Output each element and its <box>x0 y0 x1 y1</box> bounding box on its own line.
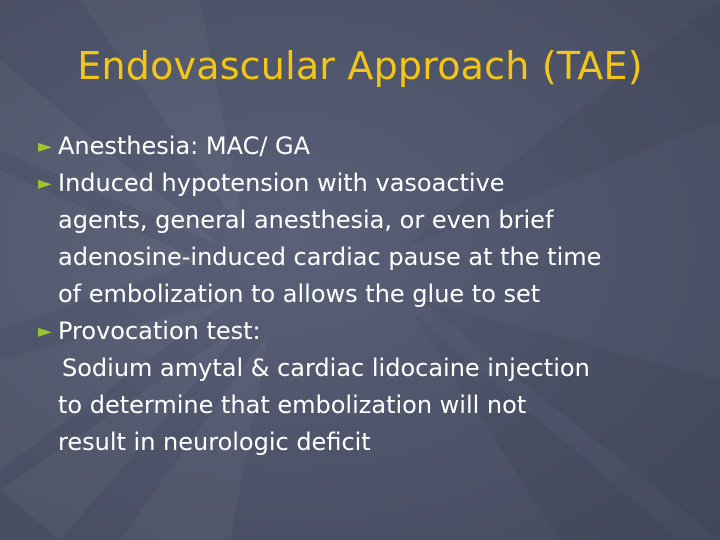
bullet-continuation: agents, general anesthesia, or even brief <box>58 206 554 234</box>
slide-title: Endovascular Approach (TAE) <box>77 44 643 88</box>
bullet-arrow-icon: ► <box>38 136 52 157</box>
sub-paragraph-line: Sodium amytal & cardiac lidocaine injection <box>62 354 590 382</box>
sub-paragraph-line: to determine that embolization will not <box>58 391 527 419</box>
bullet-continuation: of embolization to allows the glue to set <box>58 280 541 308</box>
bullet-item <box>38 165 505 202</box>
bullet-item <box>38 313 261 350</box>
bullet-text: Provocation test: <box>58 317 261 345</box>
bullet-arrow-icon: ► <box>38 173 52 194</box>
bullet-text: Anesthesia: MAC/ GA <box>58 132 311 160</box>
bullet-continuation: adenosine-induced cardiac pause at the time <box>58 243 602 271</box>
bullet-item <box>38 128 310 165</box>
bullet-text: Induced hypotension with vasoactive <box>58 169 505 197</box>
bullet-arrow-icon: ► <box>38 321 52 342</box>
sub-paragraph-line: result in neurologic deficit <box>58 428 371 456</box>
